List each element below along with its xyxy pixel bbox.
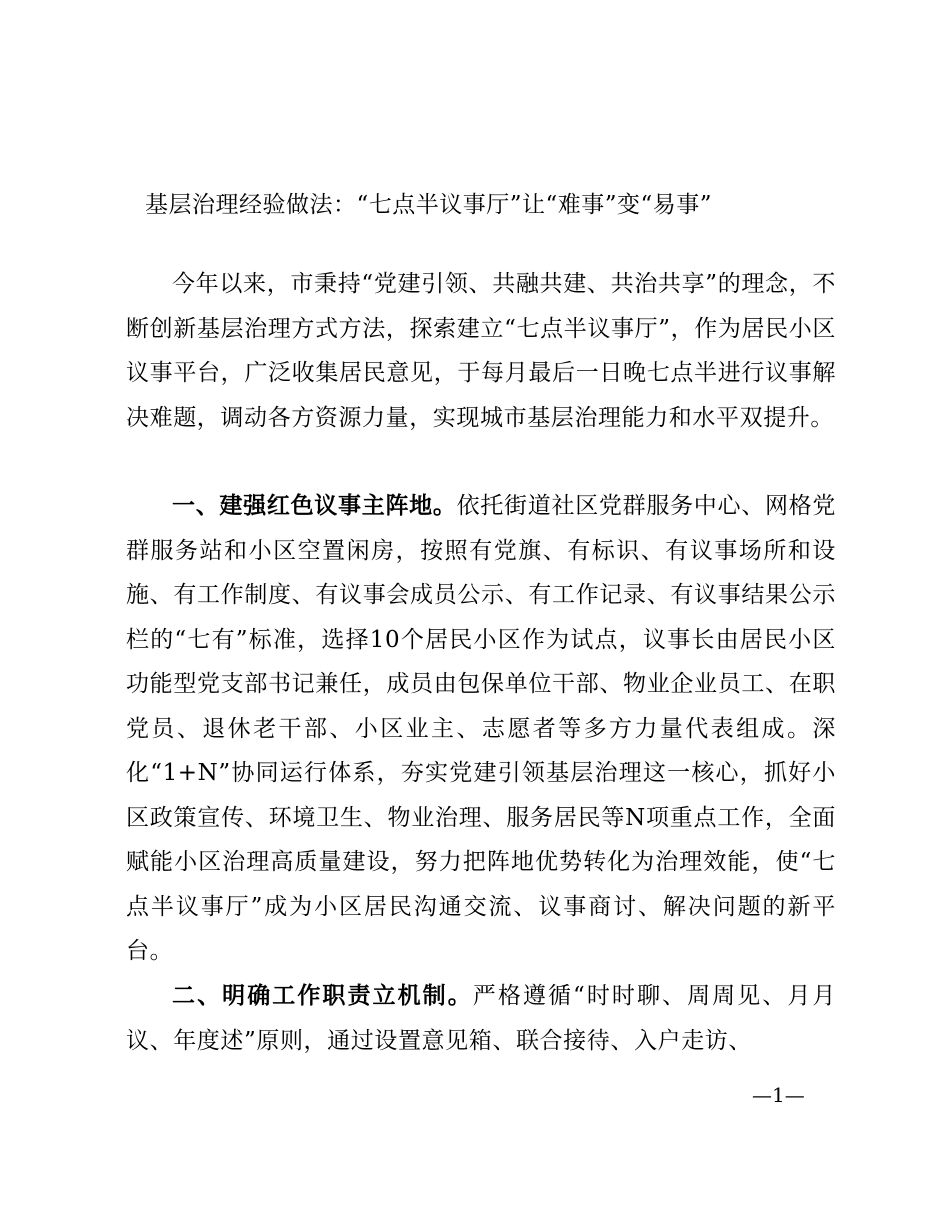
paragraph-text: 严格遵循“时时聊、周周见、月月议、年度述”原则，通过设置意见箱、联合接待、入户走访、	[126, 983, 837, 1054]
paragraph-text: 依托街道社区党群服务中心、网格党群服务站和小区空置闲房，按照有党旗、有标识、有议事场所和设施、有工作制度、有议事会成员公示、有工作记录、有议事结果公示栏的“七有”标准，选择10个居民小区作为试点，议事长由居民小区功能型党支部书记兼任，成员由包保单位干部、物业企业员工、在职党员、退休老干部、小区业主、志愿者等多方力量代表组成。深化“1+N”协同运行体系，夯实党建引领基层治理这一核心，抓好小区政策宣传、环境卫生、物业治理、服务居民等N项重点工作，全面赋能小区治理高质量建设，努力把阵地优势转化为治理效能，使“七点半议事厅”成为小区居民沟通交流、议事商讨、解决问题的新平台。	[126, 493, 836, 964]
section-heading-2: 二、明确工作职责立机制。	[172, 983, 473, 1009]
page-number: —1—	[752, 1083, 805, 1107]
paragraph-section-2	[126, 974, 836, 1063]
paragraph-text: 今年以来，市秉持“党建引领、共融共建、共治共享”的理念，不断创新基层治理方式方法，探索建立“七点半议事厅”，作为居民小区议事平台，广泛收集居民意见，于每月最后一日晚七点半进行议事解决难题，调动各方资源力量，实现城市基层治理能力和水平双提升。	[126, 271, 836, 431]
document-title: 基层治理经验做法：“七点半议事厅”让“难事”变“易事”	[145, 192, 713, 218]
paragraph-intro	[126, 262, 836, 440]
paragraph-section-1	[126, 484, 836, 974]
section-heading-1: 一、建强红色议事主阵地。	[172, 493, 457, 519]
